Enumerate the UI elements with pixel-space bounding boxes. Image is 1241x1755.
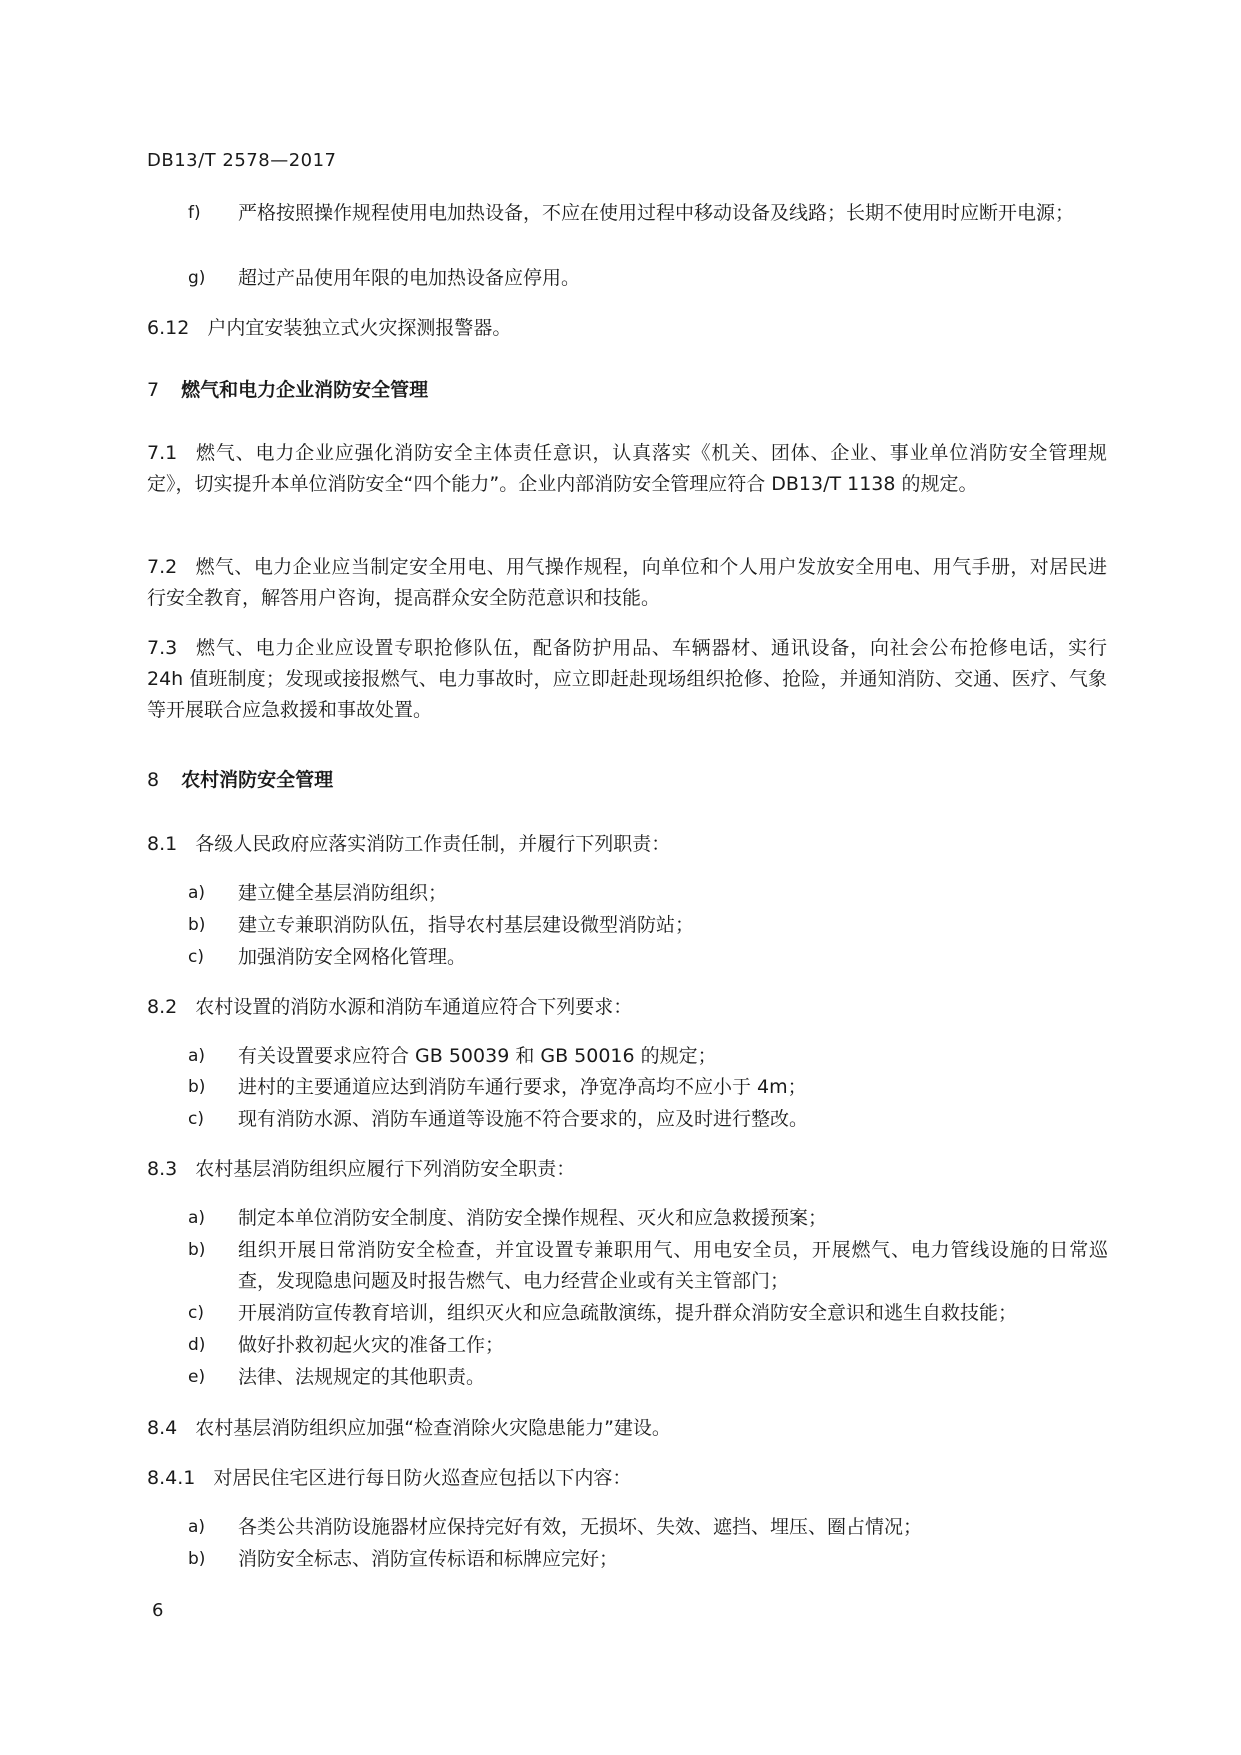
list-item [188, 1072, 1108, 1103]
clause-8-2 [147, 992, 1107, 1023]
clause-6-12 [147, 313, 1107, 344]
clause-text: 燃气、电力企业应当制定安全用电、用气操作规程，向单位和个人用户发放安全用电、用气手册，对居民进行安全教育，解答用户咨询，提高群众安全防范意识和技能。 [147, 556, 1107, 609]
list-marker: b) [188, 1077, 206, 1097]
clause-text: 户内宜安装独立式火灾探测报警器。 [207, 317, 512, 339]
list-marker: b) [188, 1240, 206, 1260]
list-item [188, 1041, 1108, 1072]
list-text: 做好扑救初起火灾的准备工作； [238, 1334, 505, 1356]
section-number: 7 [147, 379, 160, 401]
list-marker: c) [188, 947, 204, 967]
section-number: 8 [147, 769, 160, 791]
clause-number: 8.1 [147, 833, 178, 855]
clause-number: 8.3 [147, 1158, 178, 1180]
clause-text: 对居民住宅区进行每日防火巡查应包括以下内容： [213, 1467, 632, 1489]
clause-text: 各级人民政府应落实消防工作责任制，并履行下列职责： [195, 833, 671, 855]
clause-number: 8.4.1 [147, 1467, 196, 1489]
list-text: 现有消防水源、消防车通道等设施不符合要求的，应及时进行整改。 [238, 1108, 809, 1130]
list-marker: b) [188, 915, 206, 935]
list-marker: f) [188, 203, 201, 223]
clause-7-1 [147, 438, 1107, 500]
list-marker: d) [188, 1335, 206, 1355]
list-item [188, 263, 1108, 294]
list-item [188, 1544, 1108, 1575]
clause-8-3 [147, 1154, 1107, 1185]
clause-number: 6.12 [147, 317, 190, 339]
list-text: 组织开展日常消防安全检查，并宜设置专兼职用气、用电安全员，开展燃气、电力管线设施的日常巡查，发现隐患问题及时报告燃气、电力经营企业或有关主管部门； [238, 1239, 1108, 1292]
list-marker: a) [188, 1046, 206, 1066]
clause-text: 燃气、电力企业应设置专职抢修队伍，配备防护用品、车辆器材、通讯设备，向社会公布抢修电话，实行 24h 值班制度；发现或接报燃气、电力事故时，应立即赶赴现场组织抢修、抢险，并通知消防、交通、医疗、气象等开展联合应急救援和事故处置。 [147, 637, 1107, 721]
clause-number: 8.4 [147, 1417, 178, 1439]
list-text: 加强消防安全网格化管理。 [238, 946, 467, 968]
list-marker: c) [188, 1303, 204, 1323]
list-text: 建立健全基层消防组织； [238, 882, 448, 904]
list-text: 制定本单位消防安全制度、消防安全操作规程、灭火和应急救援预案； [238, 1207, 828, 1229]
list-marker: a) [188, 883, 206, 903]
list-item [188, 1235, 1108, 1297]
list-text: 各类公共消防设施器材应保持完好有效，无损坏、失效、遮挡、埋压、圈占情况； [238, 1516, 923, 1538]
list-marker: c) [188, 1109, 204, 1129]
list-item [188, 1512, 1108, 1543]
list-text: 建立专兼职消防队伍，指导农村基层建设微型消防站； [238, 914, 695, 936]
clause-text: 农村基层消防组织应加强“检查消除火灾隐患能力”建设。 [195, 1417, 671, 1439]
list-item [188, 1298, 1108, 1329]
list-marker: a) [188, 1208, 206, 1228]
clause-7-2 [147, 552, 1107, 614]
clause-number: 7.3 [147, 637, 178, 659]
clause-7-3 [147, 633, 1107, 726]
clause-text: 燃气、电力企业应强化消防安全主体责任意识，认真落实《机关、团体、企业、事业单位消防安全管理规定》，切实提升本单位消防安全“四个能力”。企业内部消防安全管理应符合 DB13/T 1138 的规定。 [147, 442, 1107, 495]
list-item [188, 1362, 1108, 1393]
page-number: 6 [152, 1600, 164, 1621]
list-item [188, 942, 1108, 973]
list-marker: a) [188, 1517, 206, 1537]
clause-number: 7.2 [147, 556, 178, 578]
list-marker: b) [188, 1549, 206, 1569]
list-text: 严格按照操作规程使用电加热设备，不应在使用过程中移动设备及线路；长期不使用时应断开电源； [238, 202, 1075, 224]
list-item [188, 198, 1108, 229]
clause-number: 8.2 [147, 996, 178, 1018]
list-text: 有关设置要求应符合 GB 50039 和 GB 50016 的规定； [238, 1045, 717, 1067]
section-title: 农村消防安全管理 [181, 769, 334, 791]
clause-8-4-1 [147, 1463, 1107, 1494]
clause-text: 农村基层消防组织应履行下列消防安全职责： [195, 1158, 576, 1180]
list-item [188, 1203, 1108, 1234]
section-heading-8 [147, 765, 333, 792]
list-text: 开展消防宣传教育培训，组织灭火和应急疏散演练，提升群众消防安全意识和逃生自救技能； [238, 1302, 1018, 1324]
list-item [188, 878, 1108, 909]
section-title: 燃气和电力企业消防安全管理 [181, 379, 429, 401]
list-marker: g) [188, 268, 206, 288]
list-text: 进村的主要通道应达到消防车通行要求，净宽净高均不应小于 4m； [238, 1076, 807, 1098]
list-text: 法律、法规规定的其他职责。 [238, 1366, 486, 1388]
list-item [188, 1330, 1108, 1361]
list-text: 超过产品使用年限的电加热设备应停用。 [238, 267, 581, 289]
clause-8-4 [147, 1413, 1107, 1444]
clause-8-1 [147, 829, 1107, 860]
clause-number: 7.1 [147, 442, 178, 464]
document-code: DB13/T 2578—2017 [147, 150, 337, 171]
list-text: 消防安全标志、消防宣传标语和标牌应完好； [238, 1548, 619, 1570]
list-item [188, 910, 1108, 941]
list-marker: e) [188, 1367, 206, 1387]
section-heading-7 [147, 375, 428, 402]
list-item [188, 1104, 1108, 1135]
clause-text: 农村设置的消防水源和消防车通道应符合下列要求： [195, 996, 633, 1018]
